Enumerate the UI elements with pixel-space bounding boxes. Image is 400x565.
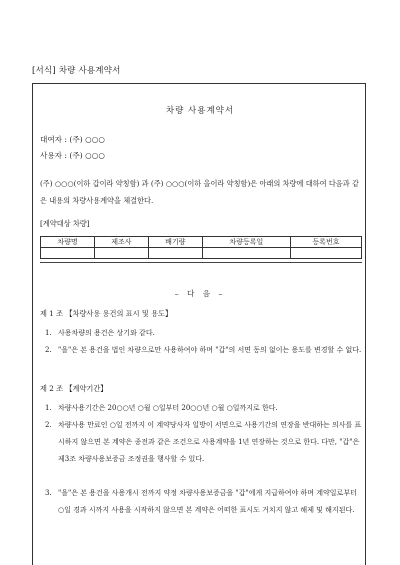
vehicle-table-header-row xyxy=(41,237,362,248)
vehicle-table-cell xyxy=(148,248,202,259)
dau-heading: – 다 음 – xyxy=(174,289,226,298)
article-2-title: 제 2 조 【계약기간】 xyxy=(40,384,108,393)
item-number: 2. xyxy=(45,346,52,354)
vehicle-table-header: 차량등록일 xyxy=(202,237,290,248)
item-text: 차량사용 만료인 ○일 전까지 이 계약당사자 일방이 서면으로 사용기간의 연장을 반대하는 의사를 표시하지 않으면 본 계약은 종전과 같은 조건으로 사용계약을 1년 연장하는 것으로 한다. 다만, "갑"은 제3조 차량사용보증금 조정권을 행사할 수 있다. xyxy=(58,421,362,463)
item-text: 사용차량의 용건은 상기와 같다. xyxy=(58,329,155,337)
article-1-item-2 xyxy=(45,342,365,376)
article-2-item-3 xyxy=(45,485,365,536)
vehicle-table-cell xyxy=(94,248,148,259)
intro-paragraph: (주) ○○○(이하 갑이라 약칭함) 과 (주) ○○○(이하 을이라 약칭함)은 아래의 차량에 대하여 다음과 같은 내용의 차량사용계약을 체결한다. xyxy=(40,179,359,205)
form-label: [서식] 차량 사용계약서 xyxy=(32,66,121,76)
article-1-title: 제 1 조 【차량사용 용건의 표시 및 용도】 xyxy=(40,309,173,318)
table-row xyxy=(41,248,362,259)
item-number: 2. xyxy=(45,421,52,429)
item-number: 1. xyxy=(45,404,52,412)
vehicle-table xyxy=(40,236,362,259)
item-number: 1. xyxy=(45,329,52,337)
item-text: "을"은 본 용건을 법인 차량으로만 사용하여야 하며 "갑"의 서면 동의 없이는 용도를 변경할 수 없다. xyxy=(58,346,362,354)
section-divider xyxy=(40,262,362,263)
article-2-item-1 xyxy=(45,400,365,417)
item-text: "을"은 본 용건을 사용개시 전까지 약정 차량사용보증금을 "갑"에게 지급하여야 하며 계약일로부터 ○일 경과 시까지 사용을 시작하지 않으면 본 계약은 어떠한 표시도 거치지 않고 해제 및 해지된다. xyxy=(58,489,357,514)
lender-line: 대여자 : (주) ○○○ xyxy=(40,135,105,144)
vehicle-table-header: 등록번호 xyxy=(290,237,361,248)
article-2-item-2 xyxy=(45,417,365,485)
user-line: 사용자 : (주) ○○○ xyxy=(40,151,105,160)
vehicle-table-header: 차량명 xyxy=(41,237,95,248)
document-title: 차량 사용계약서 xyxy=(165,106,235,116)
vehicle-section-label: [계약대상 차량] xyxy=(40,219,90,228)
item-number: 3. xyxy=(45,489,52,497)
vehicle-table-header: 배기량 xyxy=(148,237,202,248)
contract-document xyxy=(32,83,366,565)
vehicle-table-cell xyxy=(41,248,95,259)
vehicle-table-cell xyxy=(202,248,290,259)
vehicle-table-header: 제조사 xyxy=(94,237,148,248)
article-1-item-1 xyxy=(45,325,365,342)
vehicle-table-cell xyxy=(290,248,361,259)
item-text: 차량사용기간은 20○○년 ○월 ○일부터 20○○년 ○월 ○일까지로 한다. xyxy=(58,404,278,412)
